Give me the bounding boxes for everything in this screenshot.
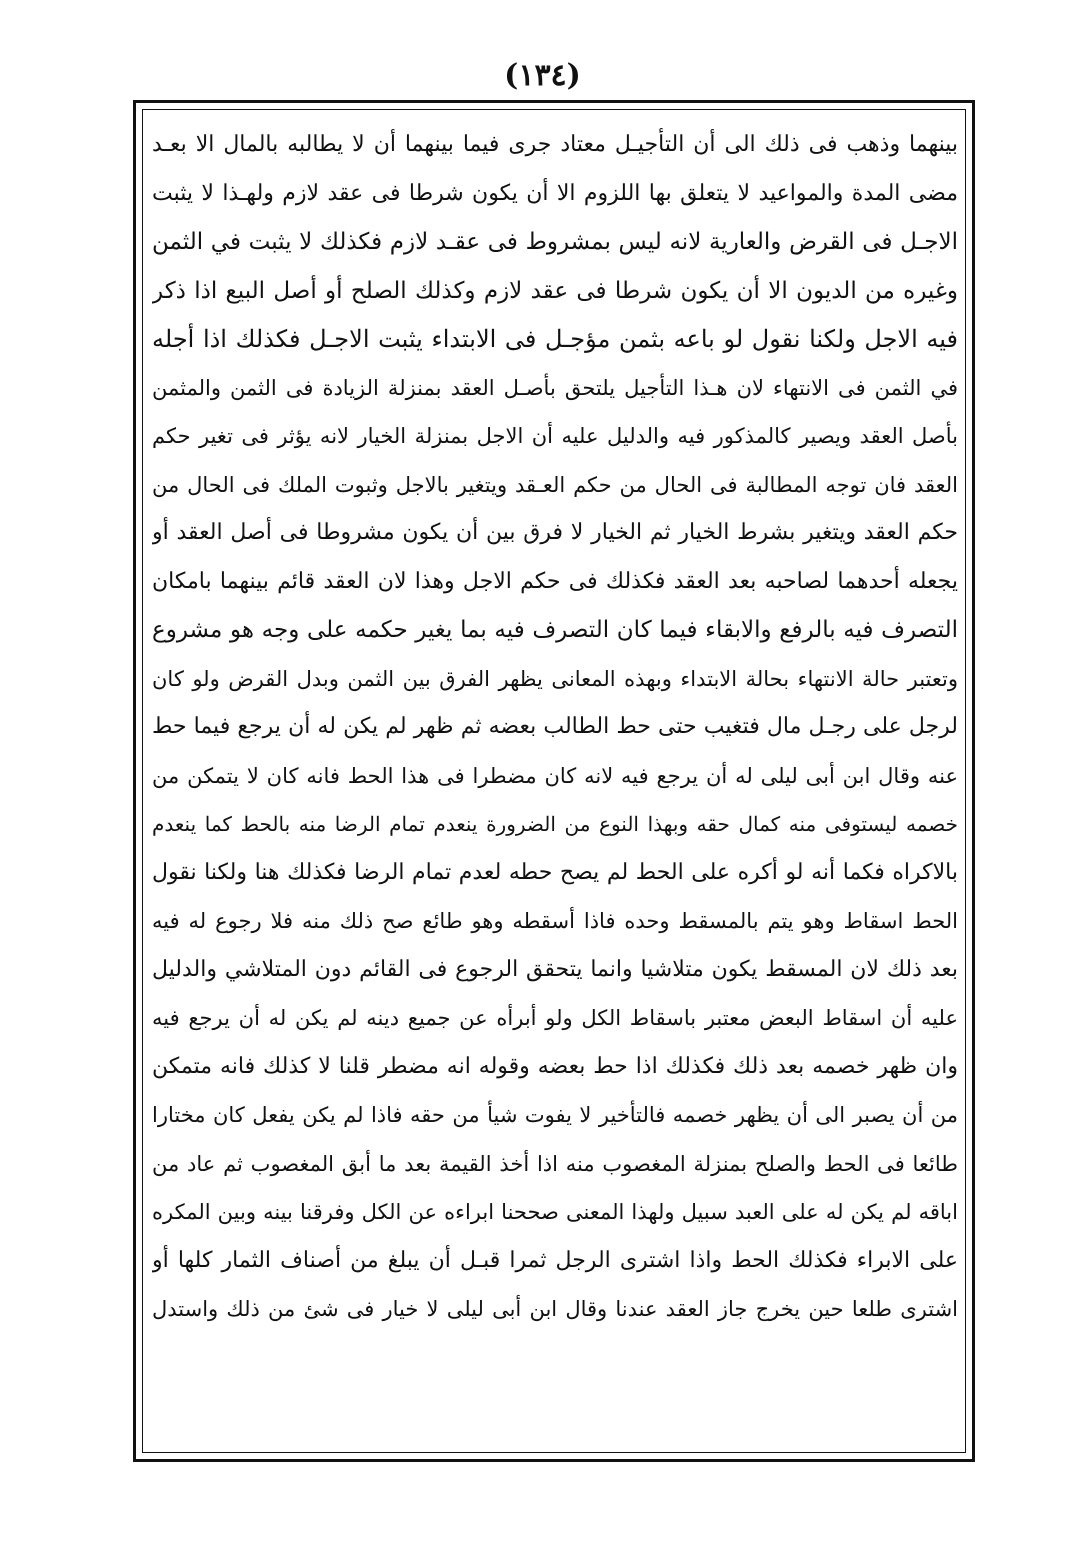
text-line: فيه الاجل ولكنا نقول لو باعه بثمن مؤجـل فى الابتداء يثبت الاجـل فكذلك اذا أجله [152, 325, 958, 353]
text-line: عليه أن اسقاط البعض معتبر باسقاط الكل ولو أبرأه عن جميع دينه لم يكن له أن يرجع فيه [152, 1006, 958, 1030]
text-line: الحط اسقاط وهو يتم بالمسقط وحده فاذا أسقطه وهو طائع صح ذلك منه فلا رجوع له فيه [152, 909, 958, 933]
text-line: التصرف فيه بالرفع والابقاء فيما كان التصرف فيه بما يغير حكمه على وجه هو مشروع [152, 617, 958, 643]
text-line: بينهما وذهب فى ذلك الى أن التأجيـل معتاد جرى فيما بينهما أن لا يطالبه بالمال الا بعـد [152, 132, 958, 157]
text-line: بالاكراه فكما أنه لو أكره على الحط لم يصح حطه لعدم تمام الرضا فكذلك هنا ولكنا نقول [152, 859, 958, 885]
text-line: وان ظهر خصمه بعد ذلك فكذلك اذا حط بعضه وقوله انه مضطر قلنا لا كذلك فانه متمكن [152, 1053, 958, 1079]
text-line: اشترى طلعا حين يخرج جاز العقد عندنا وقال ابن أبى ليلى لا خيار فى شئ من ذلك واستدل [152, 1297, 958, 1321]
text-line: يجعله أحدهما لصاحبه بعد العقد فكذلك فى حكم الاجل وهذا لان العقد قائم بينهما بامكان [152, 568, 958, 594]
text-line: بأصل العقد ويصير كالمذكور فيه والدليل عليه أن الاجل بمنزلة الخيار لانه يؤثر فى تغير حكم [152, 424, 958, 448]
text-line: طائعا فى الحط والصلح بمنزلة المغصوب منه اذا أخذ القيمة بعد ما أبق المغصوب ثم عاد من [152, 1151, 958, 1176]
text-line: الاجـل فى القرض والعارية لانه ليس بمشروط فى عقـد لازم فكذلك لا يثبت في الثمن [152, 229, 958, 255]
text-line: في الثمن فى الانتهاء لان هـذا التأجيل يلتحق بأصـل العقد بمنزلة الزيادة فى الثمن والمثمن [152, 375, 958, 400]
page-number: (١٣٤) [504, 58, 581, 93]
text-line: العقد فان توجه المطالبة فى الحال من حكم العـقد ويتغير بالاجل وثبوت الملك فى الحال من [152, 472, 958, 497]
text-line: لرجل على رجـل مال فتغيب حتى حط الطالب بعضه ثم ظهر لم يكن له أن يرجع فيما حط [152, 714, 958, 739]
text-line: خصمه ليستوفى منه كمال حقه وبهذا النوع من الضرورة ينعدم تمام الرضا منه بالحط كما ينعدم [152, 812, 958, 836]
text-line: حكم العقد ويتغير بشرط الخيار ثم الخيار لا فرق بين أن يكون مشروطا فى أصل العقد أو [152, 520, 958, 545]
text-line: بعد ذلك لان المسقط يكون متلاشيا وانما يتحقق الرجوع فى القائم دون المتلاشي والدليل [152, 956, 958, 982]
body-text [152, 121, 958, 1449]
text-line: عنه وقال ابن أبى ليلى له أن يرجع فيه لانه كان مضطرا فى هذا الحط فانه كان لا يتمكن من [152, 763, 958, 788]
text-line: مضى المدة والمواعيد لا يتعلق بها اللزوم الا أن يكون شرطا فى عقد لازم ولهـذا لا يثبت [152, 180, 958, 206]
text-line: اباقه لم يكن له على العبد سبيل ولهذا المعنى صححنا ابراءه عن الكل وفرقنا بينه وبين المكره [152, 1200, 958, 1224]
text-line: على الابراء فكذلك الحط واذا اشترى الرجل ثمرا قبـل أن يبلغ من أصناف الثمار كلها أو [152, 1247, 958, 1273]
text-line: وغيره من الديون الا أن يكون شرطا فى عقد لازم وكذلك الصلح أو أصل البيع اذا ذكر [152, 277, 958, 304]
text-line: وتعتبر حالة الانتهاء بحالة الابتداء وبهذه المعانى يظهر الفرق بين الثمن وبدل القرض ولو كان [152, 666, 958, 691]
text-line: من أن يصبر الى أن يظهر خصمه فالتأخير لا يفوت شيأ من حقه فاذا لم يكن يفعل كان مختارا [152, 1103, 958, 1127]
